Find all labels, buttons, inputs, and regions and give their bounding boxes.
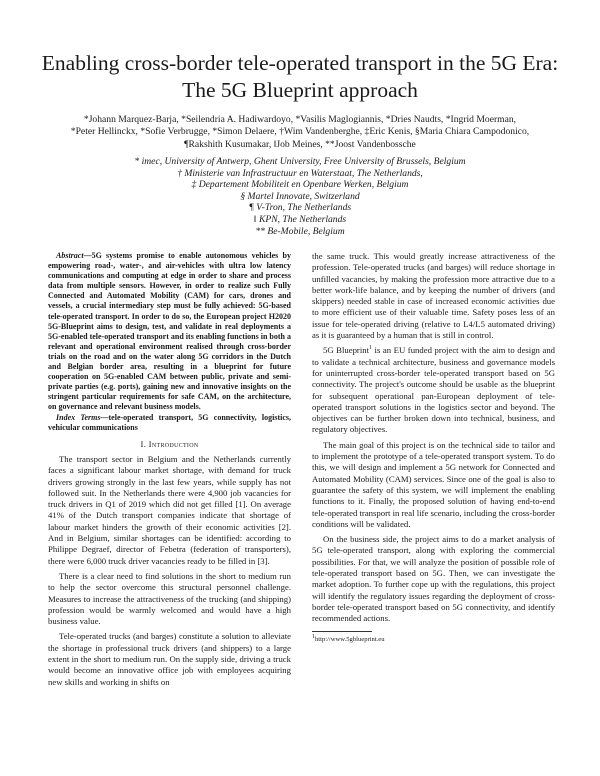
- abstract-text: —5G systems promise to enable autonomous vehicles by empowering road-, water-, and air-vehicles with ultra low latency communications and computing at edge in order to share and process data from multiple sensors. However, in order to realize such Fully Connected and Automated Mobility (CAM) for cars, drones and vessels, a crucial intermediary step must be fully achieved: 5G-based tele-operated transport. In order to do so, the European project H2020 5G-Blueprint aims to design, test, and validate in real deployments a 5G-enabled tele-operated transport and its enabling functions in both a relevant and operational environment realised through cross-border trials on the road and on the water along 5G corridors in the Dutch and Belgian border area, resulting in a blueprint for future cooperation on 5G-enabled CAM between public, private and semi-private parties (e.g. ports), gaining new and innovative insights on the stringent particular requirements for safe CAM, on the architecture, on governance and relevant business models.: [48, 251, 291, 412]
- body-paragraph: Tele-operated trucks (and barges) constitute a solution to alleviate the shortage in professional truck drivers (and shippers) to a large extent in the short to medium run. On the supply side, driving a truck would become an innovative office job with employees acquiring new skills and working in shifts on: [48, 631, 291, 687]
- affiliation: * imec, University of Antwerp, Ghent University, Free University of Brussels, Belgium: [134, 156, 466, 167]
- footnote: [312, 635, 555, 644]
- body-paragraph: There is a clear need to find solutions in the short to medium run to help the sector overcome this structural personnel challenge. Measures to increase the attractiveness of the trucking (and shipping) profession would be warmly welcomed and would have a high business value.: [48, 570, 291, 627]
- index-terms-label: Index Terms: [56, 412, 101, 422]
- affiliation: ** Be-Mobile, Belgium: [255, 225, 345, 237]
- body-paragraph: The transport sector in Belgium and the Netherlands currently faces a significant labour market shortage, with demand for truck drivers growing strongly in the last few years, while supply has not followed suit. In the Netherlands there were 4,900 job vacancies for truck drivers in Q1 of 2019 which did not get filled [1]. On average 41% of the Dutch transport companies indicate that shortage of labour market hinders the growth of their economic activities [2]. And in Belgium, similar shortages can be identified: according to Philippe Degraef, director of Febetra (federation of transporters), there were 6,000 truck driver vacancies ready to be filled in [3].: [48, 453, 291, 566]
- affiliation-list: [40, 156, 560, 237]
- index-terms-text: —tele-operated transport, 5G connectivity, logistics, vehicular communications: [48, 412, 292, 432]
- paper-title: Enabling cross-border tele-operated transport in the 5G Era: The 5G Blueprint approach: [41, 51, 559, 102]
- author-list: [40, 114, 560, 151]
- section-heading: I. Introduction: [140, 438, 199, 449]
- body-paragraph: [312, 345, 555, 435]
- footnote-marker: 1: [369, 345, 372, 352]
- affiliation: § Martel Innovate, Switzerland: [240, 190, 360, 202]
- abstract-label: Abstract: [56, 251, 84, 260]
- right-column: [312, 251, 555, 644]
- abstract: [48, 251, 291, 413]
- body-paragraph: The main goal of this project is on the technical side to tailor and to implement the prototype of a tele-operated transport system. To do this, we will design and implement a 5G network for Connected and Automated Mobility (CAM) services. Since one of the goal is also to guarantee the safety of this system, we will implement the enabling functions to it. Finally, the proposed solution of having end-to-end tele-operated transport in real life scenario, including the cross-border conditions will be validated.: [312, 439, 555, 529]
- body-paragraph: the same truck. This would greatly increase attractiveness of the profession. Tele-operated trucks (and barges) will reduce shortage in unfilled vacancies, by making the profession more attractive due to a better work-life balance, and by keeping the number of drivers (and skippers) needed stable in case of increased economic activities due to more efficient use of their valuable time. Safety poses less of an issue for tele-operated driving (relative to L4/L5 automated driving) as it is guaranteed by a human that is still in control.: [312, 251, 555, 341]
- project-name: 5G Blueprint: [323, 345, 369, 356]
- author-line: *Peter Hellinckx, *Sofie Verbrugge, *Simon Delaere, †Wim Vandenberghe, ‡Eric Kenis, §Maria Chiara Campodonico,: [70, 126, 530, 138]
- footnote-link[interactable]: http://www.5gblueprint.eu: [315, 635, 385, 643]
- footnote-divider: [312, 631, 372, 632]
- affiliation: ‡ Departement Mobiliteit en Openbare Werken, Belgium: [191, 179, 409, 191]
- paragraph-text: is an EU funded project with the aim to design and to validate a technical architecture, business and governance models for uninterrupted cross-border tele-operated transport based on 5G connectivity. The project's outcome should be usable as the blueprint for subsequent operational pan-European deployment of tele-operated transport solutions in the logistics sector and beyond. The objectives can be further broken down into technical, business, and regulatory objectives.: [312, 345, 556, 435]
- author-line: *Johann Marquez-Barja, *Seilendria A. Hadiwardoyo, *Vasilis Maglogiannis, *Dries Naudts, *Ingrid Moerman,: [83, 114, 517, 125]
- author-line: ¶Rakshith Kusumakar, ‖Job Meines, **Joost Vandenbossche: [184, 138, 416, 150]
- affiliation: † Ministerie van Infrastructuur en Waterstaat, The Netherlands,: [177, 167, 423, 179]
- index-terms: [48, 413, 291, 433]
- affiliation: ‖ KPN, The Netherlands: [253, 213, 347, 225]
- body-paragraph: On the business side, the project aims to do a market analysis of 5G tele-operated transport, along with exploring the commercial possibilities. For that, we will analyze the position of possible role of tele-operated transport based on 5G. Then, we can investigate the market adoption. To further cope up with the regulations, this project will identify the regulatory issues regarding the deployment of cross-border tele-operated transport based on 5G connectivity, and identify recommended actions.: [312, 534, 555, 624]
- affiliation: ¶ V-Tron, The Netherlands: [248, 202, 352, 214]
- footnote-marker: 1: [312, 633, 315, 640]
- left-column: [48, 251, 291, 692]
